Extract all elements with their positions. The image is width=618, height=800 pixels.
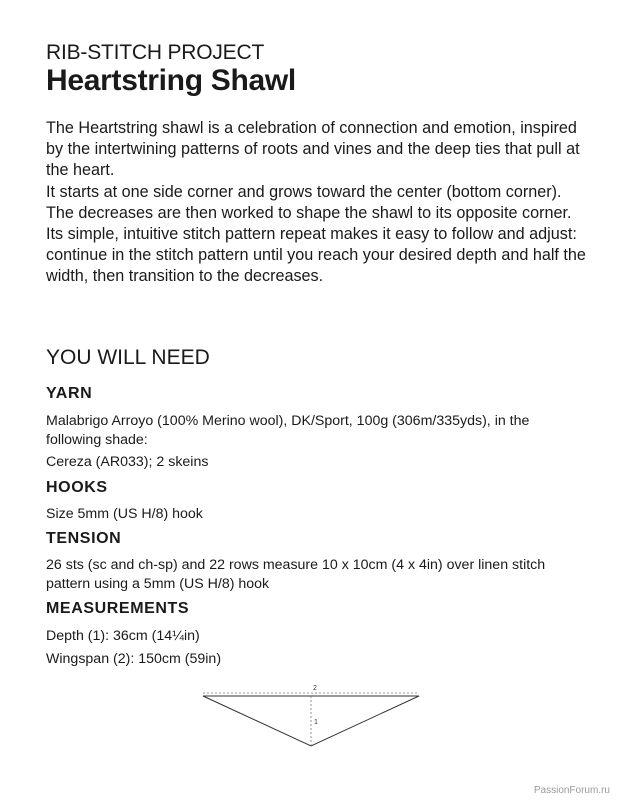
yarn-shade: Cereza (AR033); 2 skeins <box>46 454 209 470</box>
hooks-heading: HOOKS <box>46 479 108 496</box>
shawl-schematic-diagram <box>200 680 422 752</box>
measurements-heading: MEASUREMENTS <box>46 600 190 617</box>
tension-heading: TENSION <box>46 530 122 547</box>
yarn-heading: YARN <box>46 385 93 402</box>
intro-paragraph-1: The Heartstring shawl is a celebration of connection and emotion, inspired by the intertwining patterns of roots and vines and the deep ties that pull at the heart. <box>46 119 580 179</box>
page-title: Heartstring Shawl <box>46 64 296 97</box>
hooks-text: Size 5mm (US H/8) hook <box>46 506 203 522</box>
wingspan-label: 2 <box>313 685 317 692</box>
depth-label: 1 <box>314 719 318 726</box>
you-will-need-heading: YOU WILL NEED <box>46 346 210 369</box>
measurement-wingspan: Wingspan (2): 150cm (59in) <box>46 651 222 667</box>
project-kicker: RIB-STITCH PROJECT <box>46 41 265 64</box>
watermark: PassionForum.ru <box>533 785 610 796</box>
intro-paragraph-2: It starts at one side corner and grows toward the center (bottom corner). The decreases are then worked to shape the shawl to its opposite corner. Its simple, intuitive stitch pattern repeat makes it easy to follow and adjust: continue in the stitch pattern until you reach your desired depth and half the width, then transition to the decreases. <box>46 183 586 285</box>
measurement-depth: Depth (1): 36cm (14¼in) <box>46 628 200 644</box>
yarn-description: Malabrigo Arroyo (100% Merino wool), DK/Sport, 100g (306m/335yds), in the following shade: <box>46 413 530 448</box>
tension-text: 26 sts (sc and ch-sp) and 22 rows measure 10 x 10cm (4 x 4in) over linen stitch pattern using a 5mm (US H/8) hook <box>46 557 546 592</box>
